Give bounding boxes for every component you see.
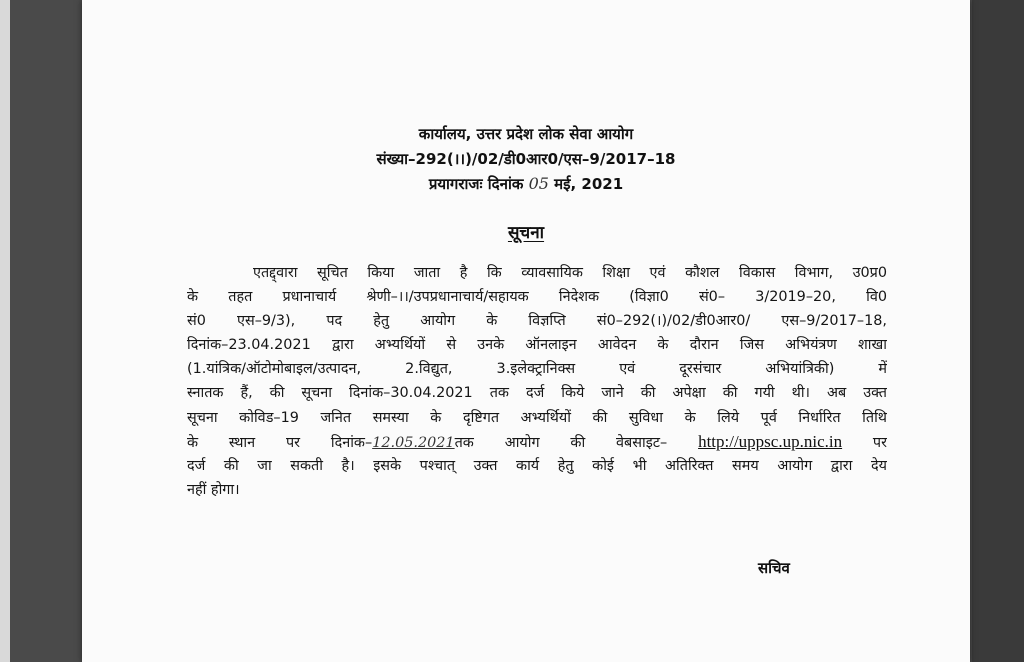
body-line: एतद्द्वारा सूचित किया जाता है कि व्यावसायिक शिक्षा एवं कौशल विकास विभाग, उ0प्र0 [253,265,887,281]
reference-number: संख्या–292(।।)/02/डी0आर0/एस–9/2017–18 [376,150,676,168]
notice-title: सूचना [507,223,545,243]
right-viewer-bar [972,0,1024,662]
body-line: सूचना कोविड–19 जनित समस्या के दृष्टिगत अभ्यर्थियों की सुविधा के लिये पूर्व निर्धारित तिथि [187,409,887,426]
handwritten-day: 05 [528,174,549,193]
notice-body [187,261,887,502]
website-link[interactable]: http://uppsc.up.nic.in [698,431,843,451]
document-page [82,0,970,662]
body-line: दिनांक–23.04.2021 द्वारा अभ्यर्थियों से उनके ऑनलाइन आवेदन के दौरान जिस अभियंत्रण शाखा [187,337,887,354]
place-date [82,174,970,194]
body-line [187,430,887,454]
signature-designation: सचिव [758,559,790,577]
body-line: सं0 एस–9/3), पद हेतु आयोग के विज्ञप्ति सं0–292(।)/02/डी0आर0/ एस–9/2017–18, [187,313,887,330]
left-window-edge [0,0,10,662]
line8-prefix: के स्थान पर दिनांक– [187,434,373,451]
office-heading: कार्यालय, उत्तर प्रदेश लोक सेवा आयोग [418,125,634,143]
body-line: के तहत प्रधानाचार्य श्रेणी–।।/उपप्रधानाचार्य/सहायक निदेशक (विज्ञा0 सं0– 3/2019–20, वि0 [187,289,887,306]
handwritten-date: 12.05.2021 [372,434,455,451]
place-date-prefix: प्रयागराजः दिनांक [428,175,529,193]
line8-suffix: पर [842,434,887,451]
body-line: स्नातक हैं, की सूचना दिनांक–30.04.2021 तक दर्ज किये जाने की अपेक्षा की गयी थी। अब उक्त [187,385,887,402]
place-date-suffix: मई, 2021 [548,175,624,193]
body-line: नहीं होगा। [187,481,240,498]
line8-middle: तक आयोग की वेबसाइट– [454,434,699,451]
body-line: दर्ज की जा सकती है। इसके पश्चात् उक्त कार्य हेतु कोई भी अतिरिक्त समय आयोग द्वारा देय [187,457,887,474]
body-line: (1.यांत्रिक/ऑटोमोबाइल/उत्पादन, 2.विद्युत, 3.इलेक्ट्रानिक्स एवं दूरसंचार अभियांत्रिकी) में [187,361,887,378]
